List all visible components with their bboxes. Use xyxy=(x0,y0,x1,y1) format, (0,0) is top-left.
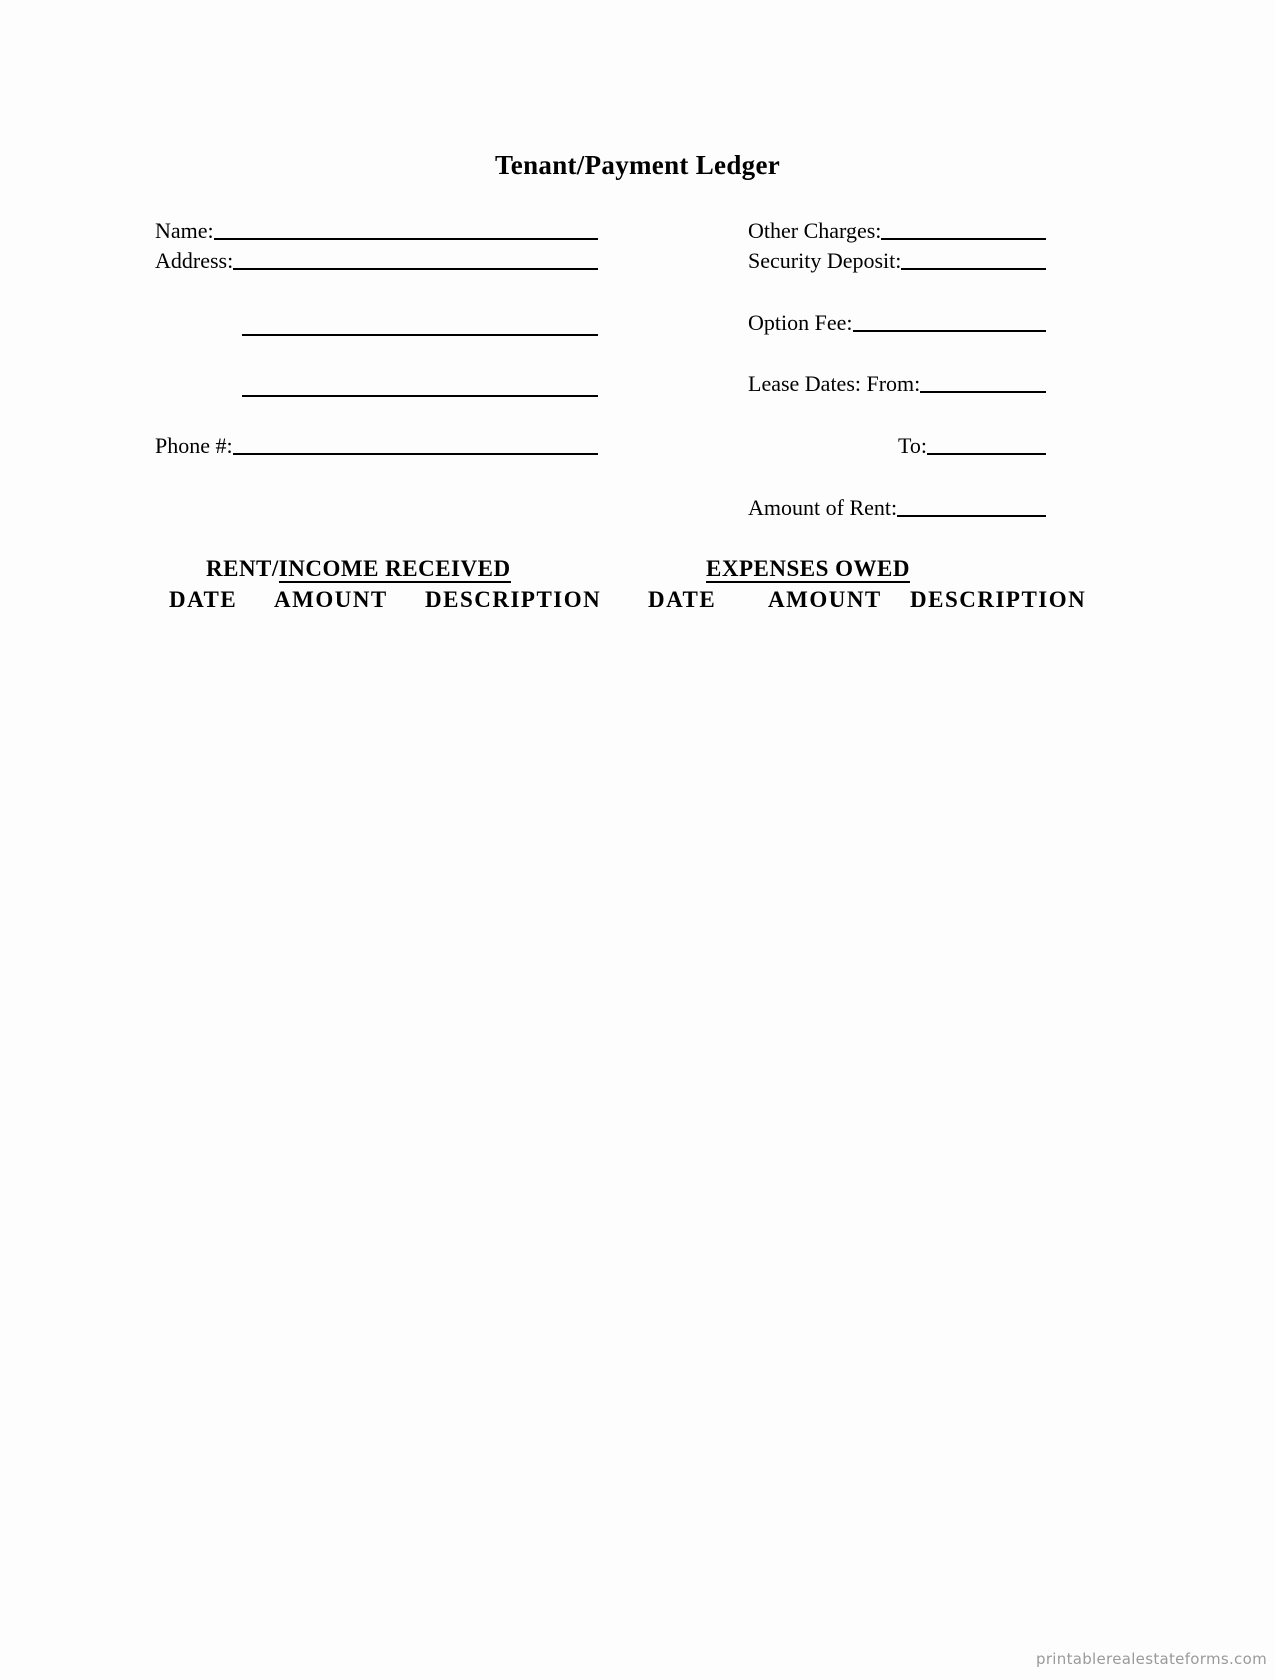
expenses-heading xyxy=(706,556,910,582)
lease-from-label: Lease Dates: From: xyxy=(748,371,921,396)
rent-col-amount: AMOUNT xyxy=(274,587,388,612)
other-charges-line[interactable] xyxy=(881,238,1046,240)
phone-label: Phone #: xyxy=(155,433,233,458)
watermark: printablerealestateforms.com xyxy=(1036,1650,1267,1668)
phone-line[interactable] xyxy=(233,453,598,455)
address-line-1[interactable] xyxy=(233,268,598,270)
rent-col-description: DESCRIPTION xyxy=(425,587,602,612)
lease-to-label: To: xyxy=(898,433,928,458)
option-fee-label: Option Fee: xyxy=(748,310,853,335)
phone-field[interactable] xyxy=(155,429,598,459)
name-label: Name: xyxy=(155,218,214,243)
expense-col-amount: AMOUNT xyxy=(768,587,882,612)
rent-income-heading-prefix: RENT/ xyxy=(206,556,279,581)
name-field[interactable] xyxy=(155,214,598,244)
address-line-3[interactable] xyxy=(242,395,598,397)
security-deposit-line[interactable] xyxy=(901,268,1046,270)
amount-of-rent-line[interactable] xyxy=(897,515,1046,517)
security-deposit-label: Security Deposit: xyxy=(748,248,902,273)
other-charges-label: Other Charges: xyxy=(748,218,882,243)
rent-col-date: DATE xyxy=(169,587,238,612)
option-fee-line[interactable] xyxy=(853,330,1047,332)
lease-to-field[interactable] xyxy=(898,429,1046,459)
address-line-2[interactable] xyxy=(242,334,598,336)
amount-of-rent-field[interactable] xyxy=(748,491,1046,521)
address-field[interactable] xyxy=(155,244,598,274)
option-fee-field[interactable] xyxy=(748,306,1046,336)
expense-col-description: DESCRIPTION xyxy=(910,587,1087,612)
expense-col-date: DATE xyxy=(648,587,717,612)
rent-income-heading-underlined: INCOME RECEIVED xyxy=(278,556,511,581)
lease-to-line[interactable] xyxy=(927,453,1046,455)
amount-of-rent-label: Amount of Rent: xyxy=(748,495,898,520)
security-deposit-field[interactable] xyxy=(748,244,1046,274)
rent-income-heading xyxy=(206,556,511,582)
page-title: Tenant/Payment Ledger xyxy=(494,150,781,180)
expenses-heading-text: EXPENSES OWED xyxy=(706,556,910,581)
address-label: Address: xyxy=(155,248,234,273)
lease-from-field[interactable] xyxy=(748,367,1046,397)
name-line[interactable] xyxy=(214,238,598,240)
lease-from-line[interactable] xyxy=(920,391,1046,393)
other-charges-field[interactable] xyxy=(748,214,1046,244)
